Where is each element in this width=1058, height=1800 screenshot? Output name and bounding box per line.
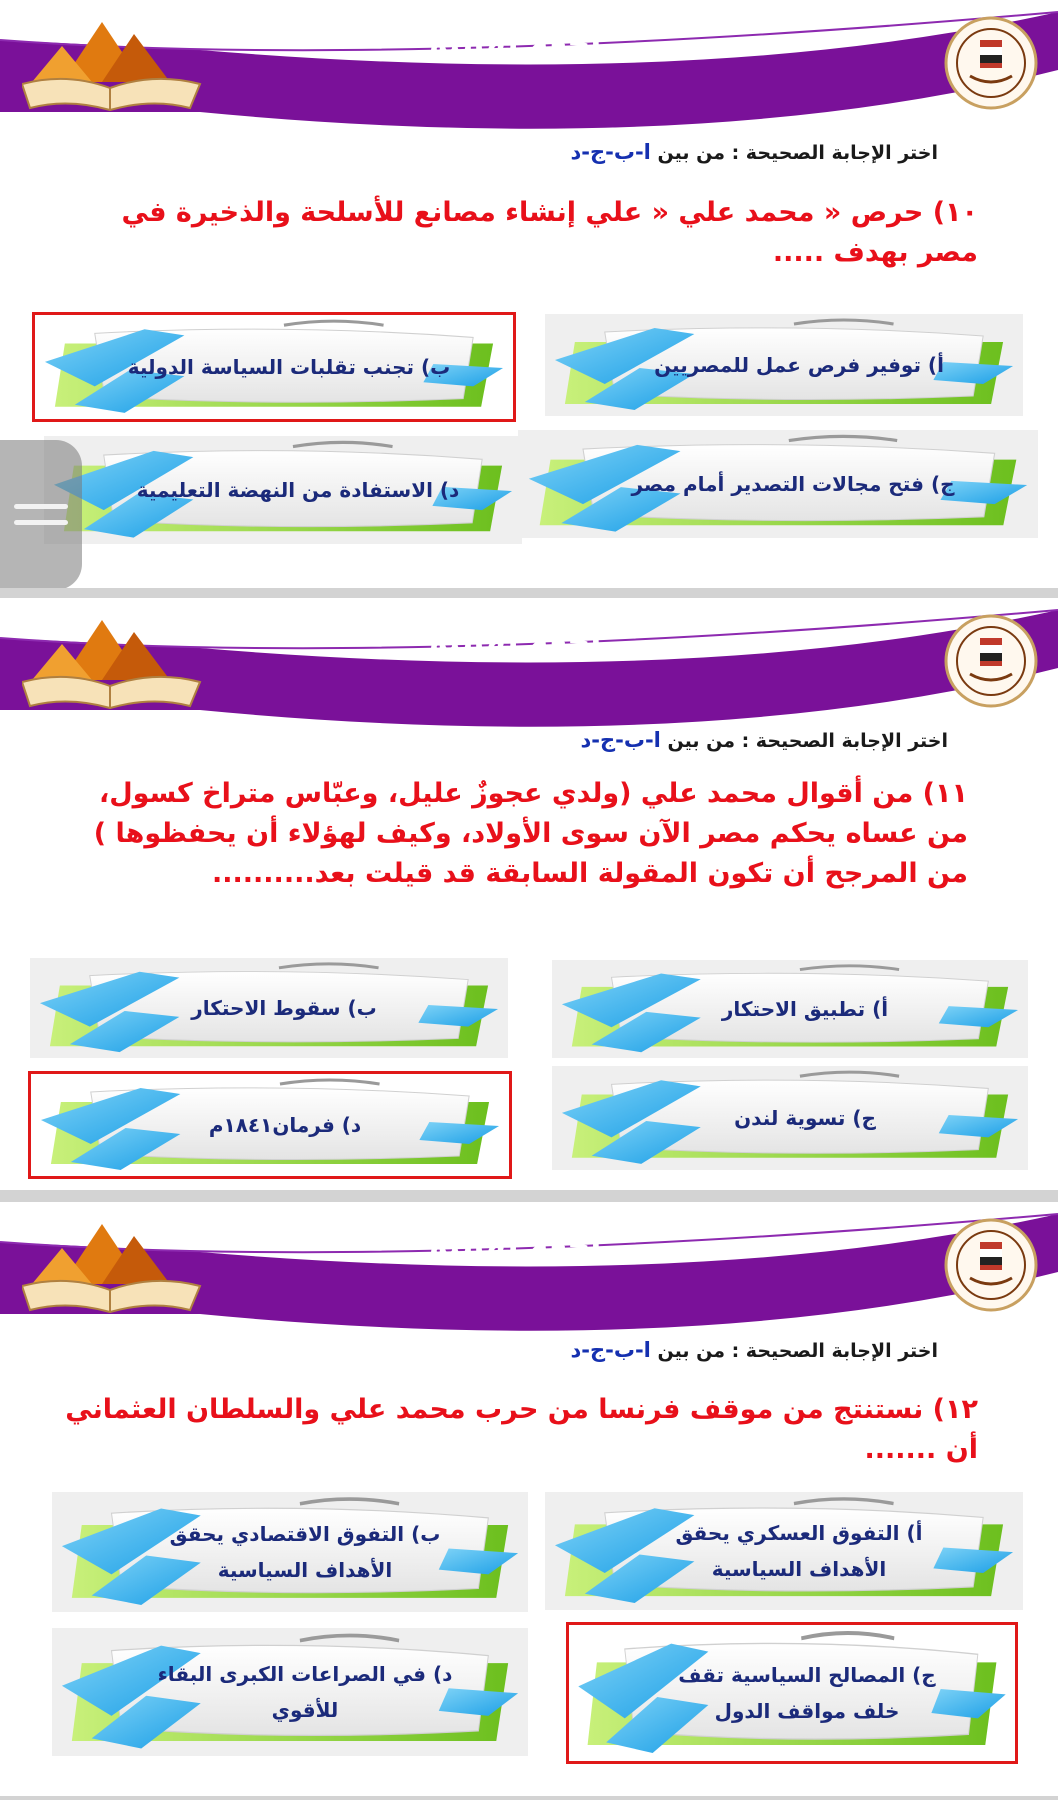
option-a[interactable] (545, 314, 1023, 416)
pyramids-book-logo-icon (22, 610, 202, 710)
option-label: ب) التفوق الاقتصادي يحقق الأهداف السياسية (169, 1522, 441, 1582)
option-label: د) في الصراعات الكبرى البقاء للأقوي (157, 1662, 453, 1722)
option-label: د) فرمان١٨٤١م (208, 1113, 362, 1137)
option-c[interactable] (518, 430, 1038, 538)
instruction-text: اختر الإجابة الصحيحة : من بين ا-ب-ج-د (570, 140, 938, 164)
slide-3 (0, 1202, 1058, 1796)
header-title: مراجعة نهائية (429, 622, 641, 660)
option-label: ب) سقوط الاحتكار (191, 996, 377, 1020)
menu-handle-icon (14, 504, 68, 509)
option-d[interactable] (44, 436, 522, 544)
option-d[interactable] (52, 1628, 528, 1756)
option-label: أ) التفوق العسكري يحقق الأهداف السياسية (675, 1521, 923, 1581)
question-text: ١٢) نستنتج من موقف فرنسا من حرب محمد علي والسلطان العثماني أن ....... (65, 1394, 978, 1465)
option-label: ب) تجنب تقلبات السياسة الدولية (127, 355, 451, 379)
answer-letters: ا-ب-ج-د (580, 728, 661, 752)
answer-letters: ا-ب-ج-د (570, 140, 651, 164)
question-text: ١٠) حرص « محمد علي « علي إنشاء مصانع للأسلحة والذخيرة في مصر بهدف ..... (121, 197, 978, 268)
option-a[interactable] (552, 960, 1028, 1058)
option-c[interactable] (552, 1066, 1028, 1170)
option-label: ج) تسوية لندن (734, 1106, 876, 1130)
menu-handle[interactable] (0, 440, 82, 588)
answer-letters: ا-ب-ج-د (570, 1338, 651, 1362)
pyramids-book-logo-icon (22, 1214, 202, 1314)
ministry-seal-icon (944, 614, 1038, 708)
ministry-seal-icon (944, 1218, 1038, 1312)
option-c-correct[interactable] (566, 1622, 1018, 1764)
option-b[interactable] (30, 958, 508, 1058)
option-b-correct[interactable] (32, 312, 516, 422)
option-label: ج) المصالح السياسية تقف خلف مواقف الدول (678, 1663, 936, 1723)
option-d-correct[interactable] (28, 1071, 512, 1179)
slide-2 (0, 598, 1058, 1190)
question-text: ١١) من أقوال محمد علي (ولدي عجوزٌ عليل، وعبّاس متراخ كسول، من عساه يحكم مصر الآن سوى الأولاد، وكيف لهؤلاء أن يحفظوها ) من المرجح أن تكون المقولة السابقة قد قيلت بعد.......... (93, 778, 968, 889)
pyramids-book-logo-icon (22, 12, 202, 112)
option-label: أ) توفير فرص عمل للمصريين (654, 353, 944, 377)
header-title: مراجعة نهائية (429, 1226, 641, 1264)
header-title: مراجعة نهائية (429, 24, 641, 62)
instruction-text: اختر الإجابة الصحيحة : من بين ا-ب-ج-د (570, 1338, 938, 1362)
option-a[interactable] (545, 1492, 1023, 1610)
option-label: أ) تطبيق الاحتكار (721, 997, 889, 1021)
option-b[interactable] (52, 1492, 528, 1612)
ministry-seal-icon (944, 16, 1038, 110)
slide-1 (0, 0, 1058, 588)
option-label: ج) فتح مجالات التصدير أمام مصر (631, 472, 955, 496)
option-label: د) الاستفادة من النهضة التعليمية (136, 478, 460, 502)
instruction-text: اختر الإجابة الصحيحة : من بين ا-ب-ج-د (580, 728, 948, 752)
